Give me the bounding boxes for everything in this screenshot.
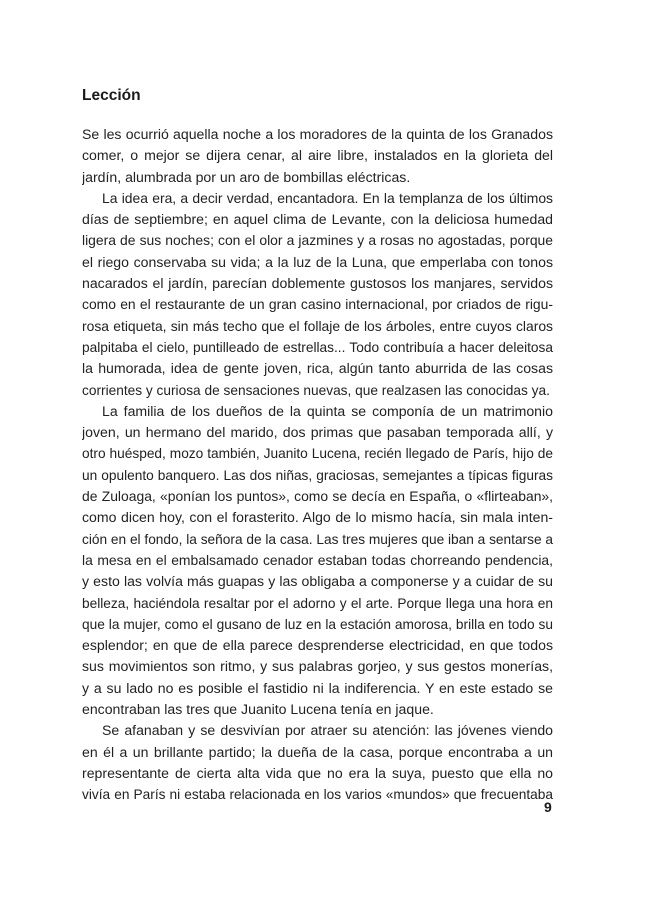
text-line: la mesa en el embalsamado cenador estaban todas chorreando pendencia,: [82, 551, 553, 568]
text-line: La idea era, a decir verdad, encantadora. En la templanza de los últimos: [102, 189, 553, 206]
text-line: Se afanaban y se desvivían por atraer su atención: las jóvenes viendo: [102, 722, 553, 739]
text-line: palpitaba el cielo, puntilleado de estrellas... Todo contribuía a hacer deleitosa: [82, 339, 553, 355]
text-line: Se les ocurrió aquella noche a los moradores de la quinta de los Granados: [82, 126, 553, 142]
body-text: [82, 124, 553, 806]
text-line: en él a un brillante partido; la dueña de la casa, porque encontraba a un: [82, 743, 553, 760]
text-line: representante de cierta alta vida que no era la suya, puesto que ella no: [82, 764, 553, 781]
text-line: y esto las volvía más guapas y las obligaba a componerse y a cuidar de su: [82, 573, 553, 590]
text-line: como en el restaurante de un gran casino internacional, por criados de rigu-: [82, 296, 553, 313]
text-line: el riego conservaba su vida; a la luz de la Luna, que emperlaba con tonos: [82, 253, 553, 270]
text-line: sus movimientos son ritmo, y sus palabras gorjeo, y sus gestos monerías,: [82, 658, 553, 675]
text-line: como dicen hoy, con el forasterito. Algo de lo mismo hacía, sin mala inten-: [82, 509, 553, 526]
text-line: y a su lado no es posible el fastidio ni la indiferencia. Y en este estado se: [82, 679, 553, 696]
text-line: otro huésped, mozo también, Juanito Lucena, recién llegado de París, hijo de: [82, 446, 553, 462]
text-line: rosa etiqueta, sin más techo que el follaje de los árboles, entre cuyos claros: [82, 317, 553, 334]
text-line: días de septiembre; en aquel clima de Levante, con la deliciosa humedad: [82, 211, 553, 228]
text-line: encontraban las tres que Juanito Lucena tenía en jaque.: [82, 701, 434, 718]
text-line: jardín, alumbrada por un aro de bombillas eléctricas.: [82, 168, 411, 185]
text-line: la humorada, idea de gente joven, rica, algún tanto aburrida de las cosas: [82, 360, 553, 377]
text-line: joven, un hermano del marido, dos primas que pasaban temporada allí, y: [82, 424, 553, 441]
text-line: ción en el fondo, la señora de la casa. Las tres mujeres que iban a sentarse a: [82, 531, 553, 547]
text-line: esplendor; en que de ella parece desprenderse electricidad, en que todos: [82, 637, 553, 654]
text-line: belleza, haciéndola resaltar por el adorno y el arte. Porque llega una hora en: [82, 595, 553, 611]
text-line: que la mujer, como el gusano de luz en la estación amorosa, brilla en todo su: [82, 616, 553, 632]
text-line: La familia de los dueños de la quinta se componía de un matrimonio: [102, 402, 553, 419]
text-line: vivía en París ni estaba relacionada en los varios «mundos» que frecuentaba: [82, 787, 553, 803]
text-line: ligera de sus noches; con el olor a jazmines y a rosas no agostadas, porque: [82, 232, 553, 249]
chapter-heading: Lección: [82, 87, 141, 104]
text-line: un opulento banquero. Las dos niñas, graciosas, semejantes a típicas figuras: [82, 467, 553, 483]
text-line: de Zuloaga, «ponían los puntos», como se decía en España, o «flirteaban»,: [82, 488, 553, 505]
text-line: corrientes y curiosa de sensaciones nuevas, que realzasen las conocidas ya.: [82, 382, 550, 398]
text-line: nacarados el jardín, parecían doblemente gustosos los manjares, servidos: [82, 275, 553, 292]
text-line: comer, o mejor se dijera cenar, al aire libre, instalados en la glorieta del: [82, 147, 553, 164]
page-number: 9: [544, 799, 552, 815]
